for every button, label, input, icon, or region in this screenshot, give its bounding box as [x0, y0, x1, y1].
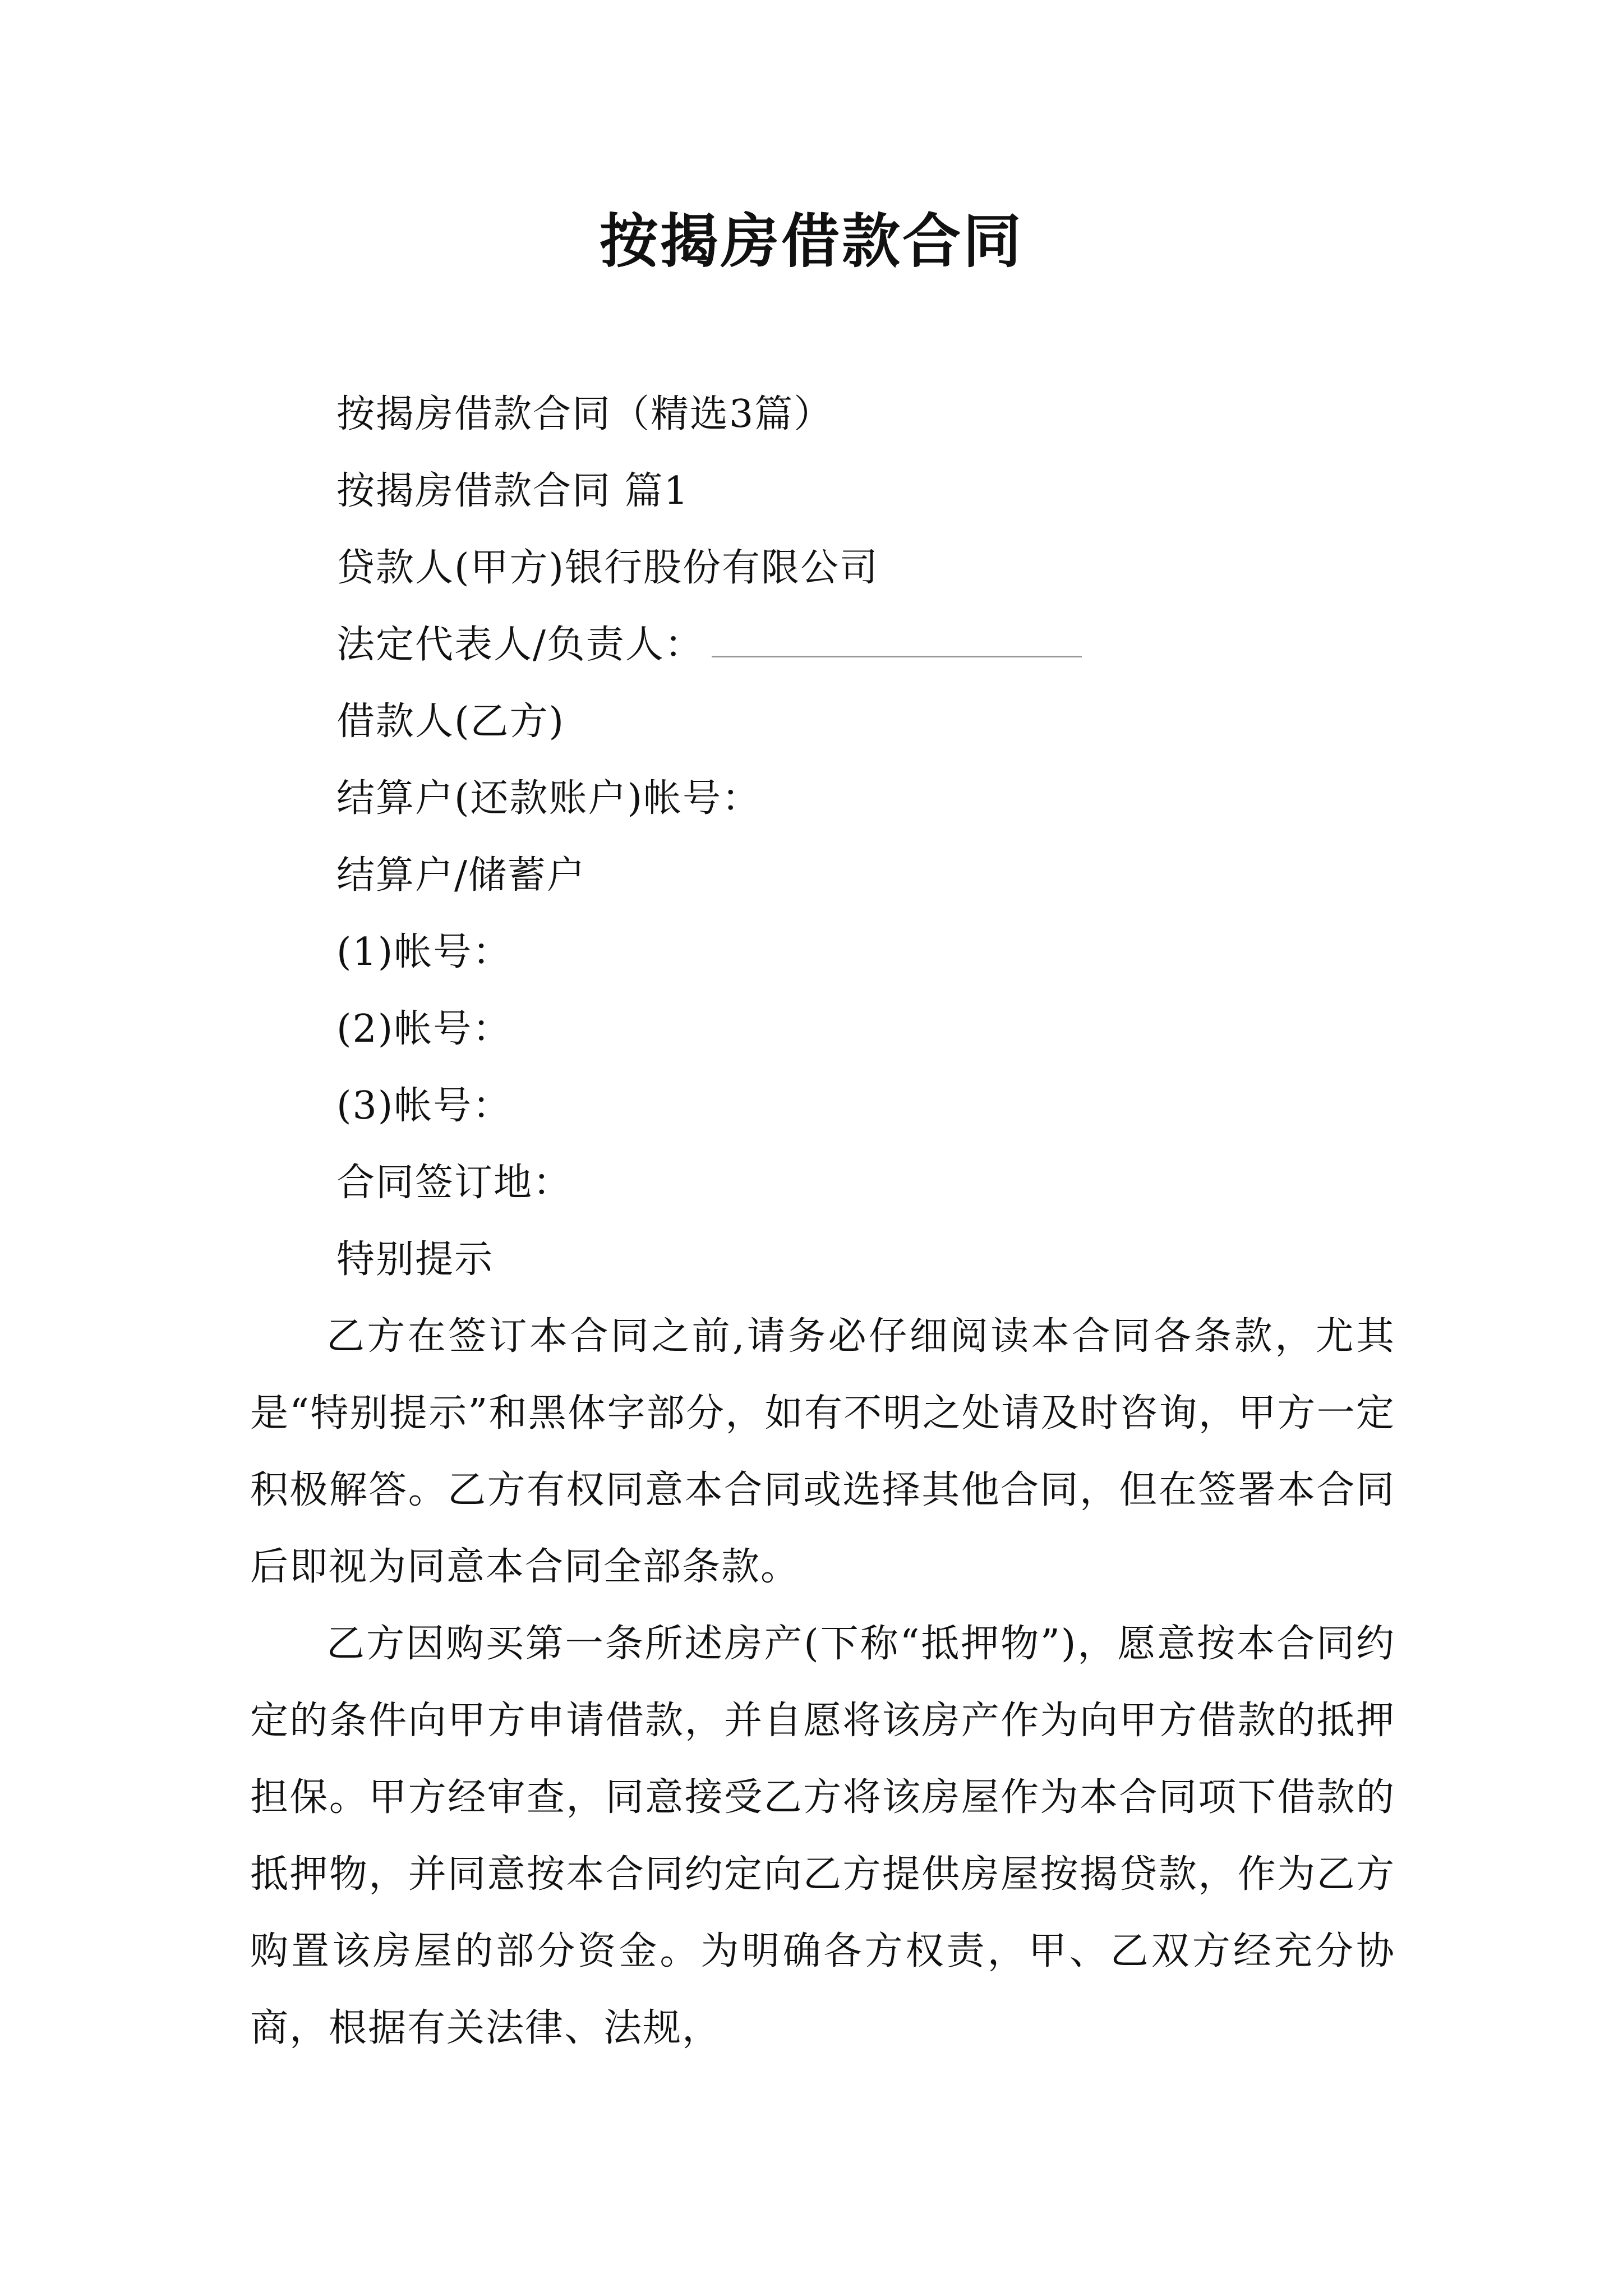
paragraph: 乙方在签订本合同之前,请务必仔细阅读本合同各条款，尤其是“特别提示”和黑体字部分，如有不明之处请及时咨询，甲方一定积极解答。乙方有权同意本合同或选择其他合同，但在签署本合同后即视为同意本合同全部条款。: [250, 1314, 1395, 1589]
account-number-2: (2)帐号：: [336, 1007, 512, 1051]
borrower-line: 借款人(乙方): [336, 700, 565, 744]
savings-account-line: 结算户/储蓄户: [336, 853, 586, 898]
account-number-3: (3)帐号：: [336, 1084, 512, 1128]
signing-place-line: 合同签订地：: [336, 1161, 573, 1205]
legal-representative-label: 法定代表人/负责人：: [336, 623, 704, 667]
account-number-1: (1)帐号：: [336, 930, 512, 974]
settlement-account-line: 结算户(还款账户)帐号：: [336, 776, 762, 821]
special-notice-heading: 特别提示: [336, 1237, 494, 1282]
document-title: 按揭房借款合同: [599, 207, 1023, 275]
legal-representative-blank: [712, 622, 1082, 657]
body-text: [250, 1298, 1395, 2067]
section-heading: 按揭房借款合同 篇1: [336, 469, 689, 513]
subtitle-line: 按揭房借款合同（精选3篇）: [336, 392, 833, 436]
legal-representative-line: [336, 606, 1402, 683]
header-fields: [336, 376, 1402, 1298]
paragraph: 乙方因购买第一条所述房产(下称“抵押物”)，愿意按本合同约定的条件向甲方申请借款，并自愿将该房产作为向甲方借款的抵押担保。甲方经审查，同意接受乙方将该房屋作为本合同项下借款的抵押物，并同意按本合同约定向乙方提供房屋按揭贷款，作为乙方购置该房屋的部分资金。为明确各方权责，甲、乙双方经充分协商，根据有关法律、法规，: [250, 1622, 1395, 2050]
lender-line: 贷款人(甲方)银行股份有限公司: [336, 546, 879, 590]
